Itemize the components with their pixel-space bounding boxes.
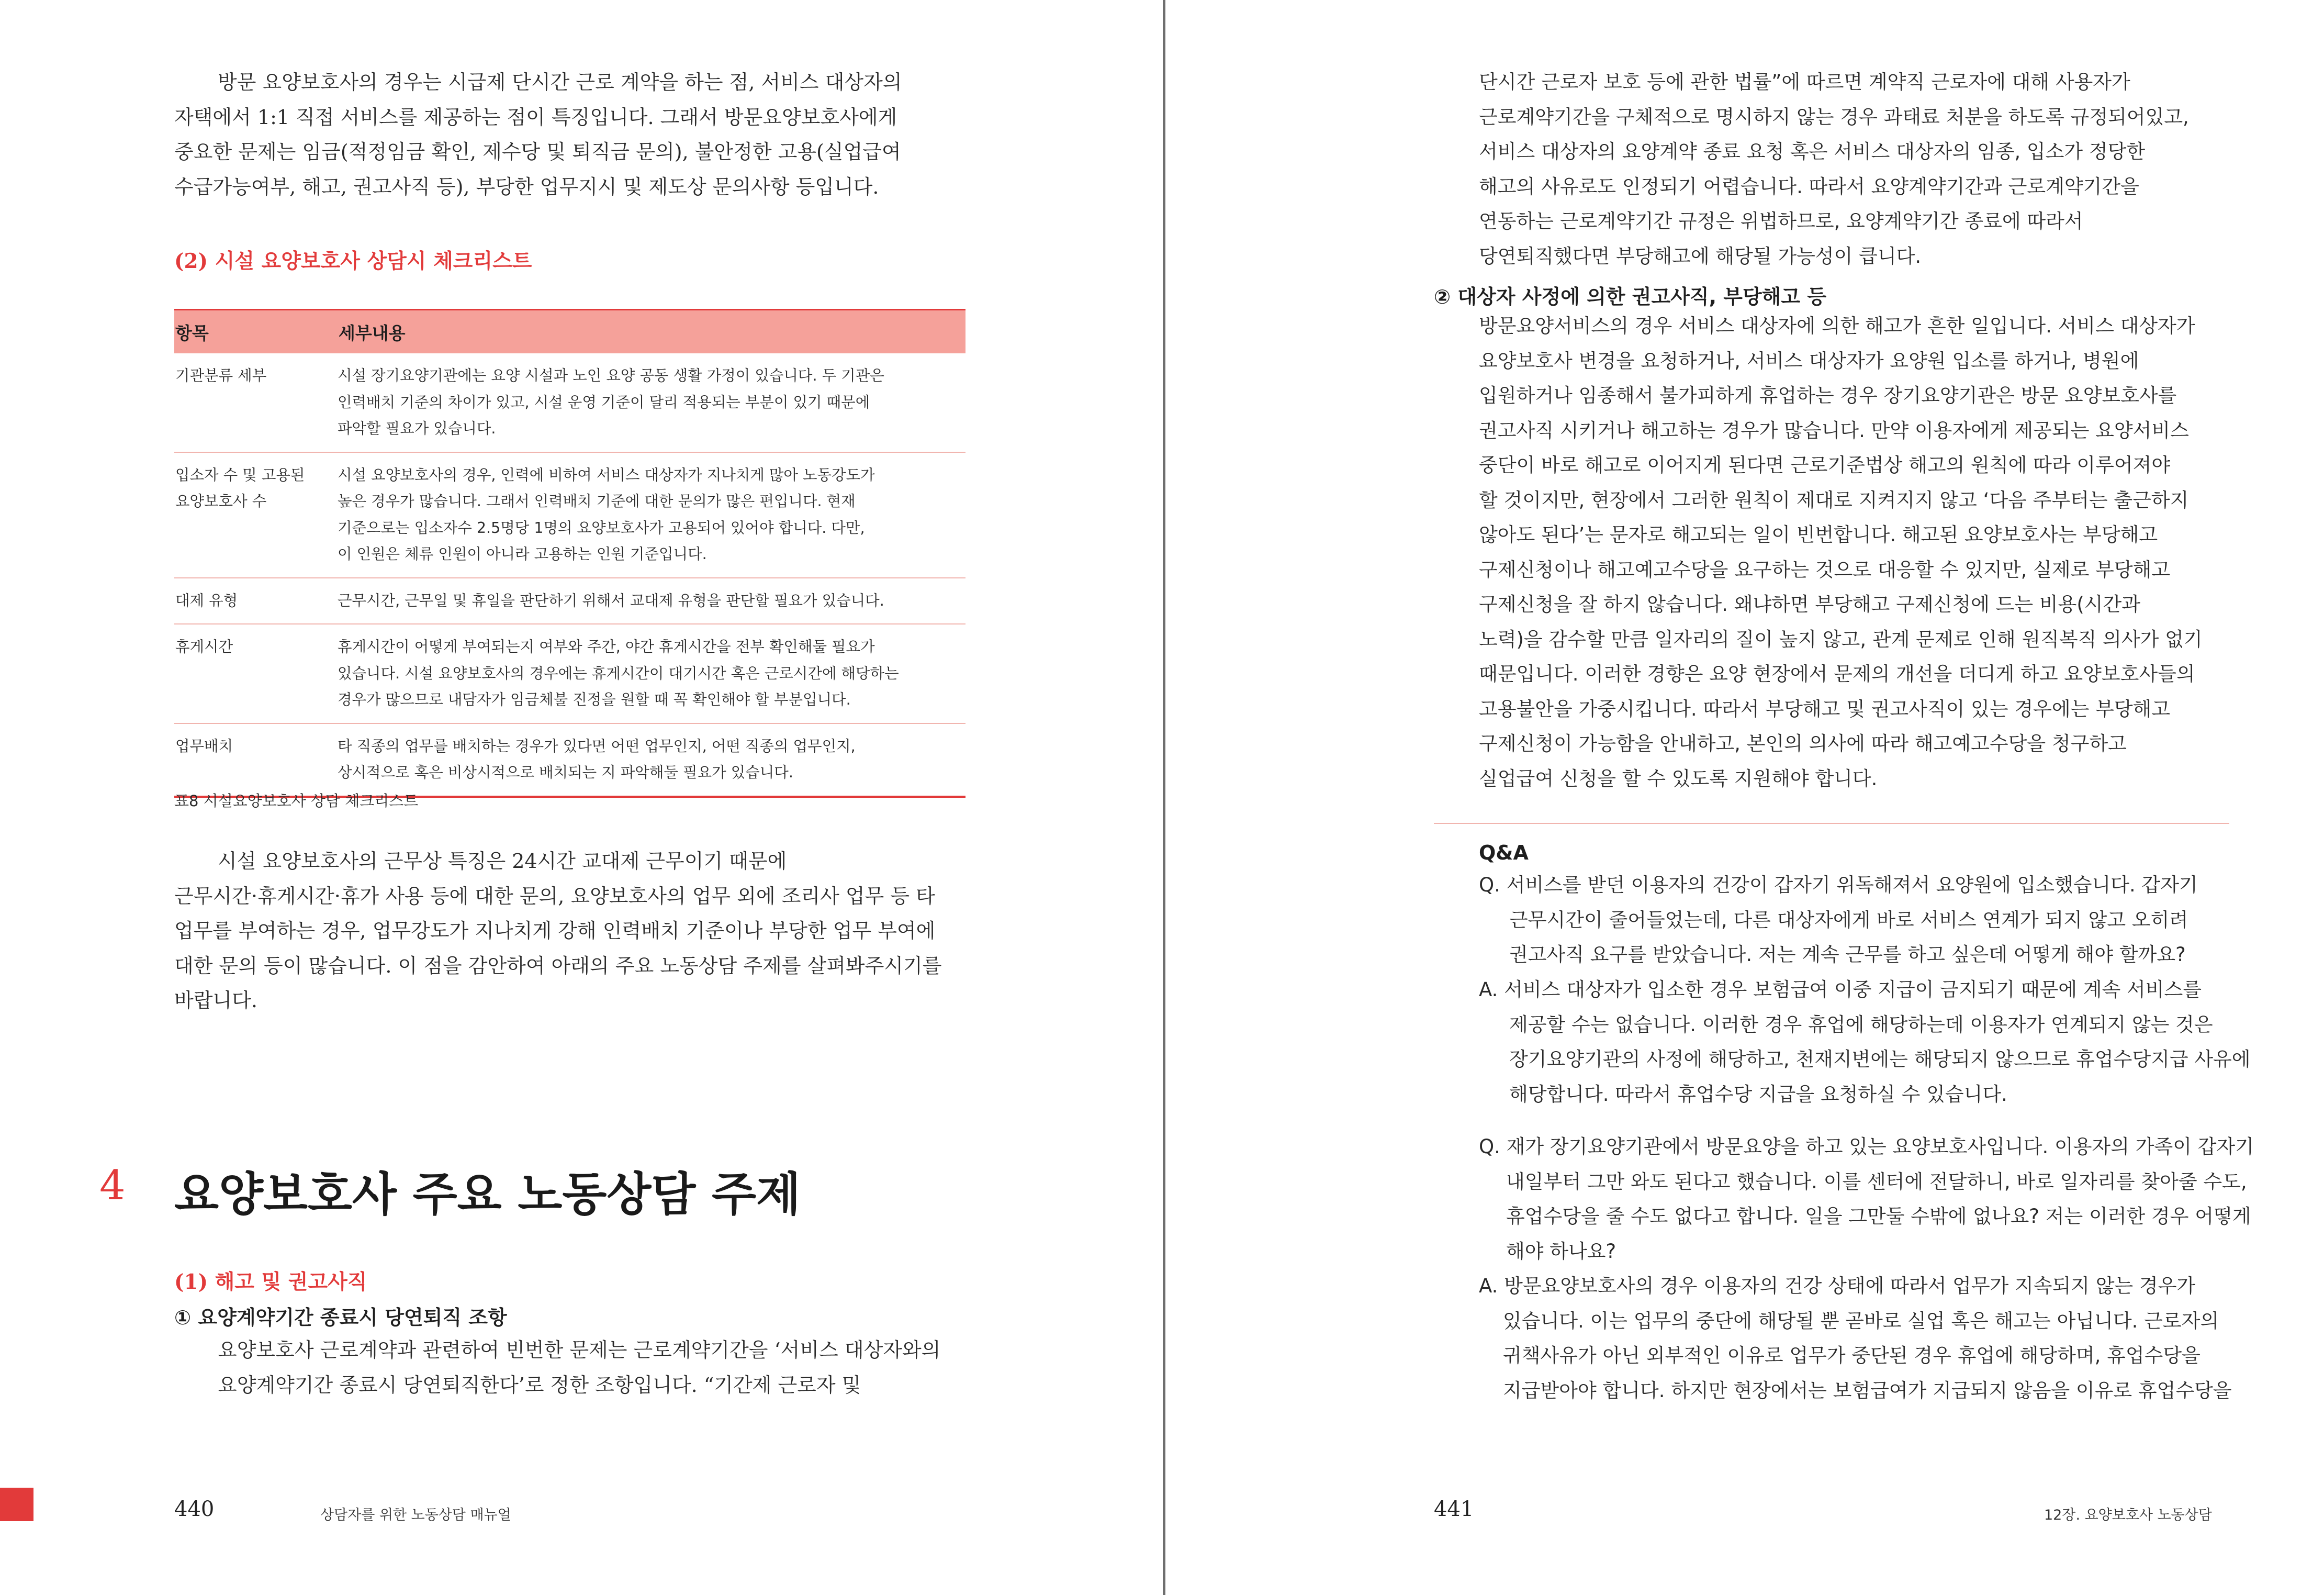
subsection1-heading: (1) 해고 및 권고사직 [174,1270,367,1294]
page-number-right: 441 [1434,1497,1474,1521]
running-head: 상담자를 위한 노동상담 매뉴얼 [320,1507,511,1523]
chapter-title: 요양보호사 주요 노동상담 주제 [174,1167,801,1221]
checklist-table [174,309,965,798]
qa2-answer: A. 방문요양보호사의 경우 이용자의 건강 상태에 따라서 업무가 지속되지 않는 경우가 있습니다. 이는 업무의 중단에 해당될 뿐 곧바로 실업 혹은 해고는 아닙니다. 근로자의 귀책사유가 아닌 외부적인 이유로 업무가 중단된 경우 휴업에 해당하며, 휴업수당을 지급받아야 합니다. 하지만 현장에서는 보험급여가 지급되지 않음을 이유로 휴업수당을 [1479,1275,2232,1402]
page-number: 440 [174,1497,215,1521]
item1-paragraph: 요양보호사 근로계약과 관련하여 빈번한 문제는 근로계약기간을 ‘서비스 대상자와의 요양계약기간 종료시 당연퇴직한다’로 정한 조항입니다. “기간제 근로자 및 [218,1339,941,1397]
table-header-detail: 세부내용 [338,310,965,354]
item1-heading: ① 요양계약기간 종료시 당연퇴직 조항 [174,1306,507,1329]
page-edge-tab [0,1488,33,1521]
qa1-answer: A. 서비스 대상자가 입소한 경우 보험급여 이중 지급이 금지되기 때문에 계속 서비스를 제공할 수는 없습니다. 이러한 경우 휴업에 해당하는데 이용자가 연계되지 않는 것은 장기요양기관의 사정에 해당하고, 천재지변에는 해당되지 않으므로 휴업수당지급 사유에 해당합니다. 따라서 휴업수당 지급을 요청하실 수 있습니다. [1479,978,2251,1106]
table-cell-item: 대제 유형 [174,578,338,624]
table-row [174,624,965,723]
item2-heading: ② 대상자 사정에 의한 권고사직, 부당해고 등 [1434,285,1827,308]
table-cell-detail: 타 직종의 업무를 배치하는 경우가 있다면 어떤 업무인지, 어떤 직종의 업무인지, 상시적으로 혹은 비상시적으로 배치되는 지 파악해둘 필요가 있습니다. [338,723,965,797]
table-row [174,723,965,797]
facility-paragraph: 시설 요양보호사의 근무상 특징은 24시간 교대제 근무이기 때문에 근무시간·휴게시간·휴가 사용 등에 대한 문의, 요양보호사의 업무 외에 조리사 업무 등 타 업무를 부여하는 경우, 업무강도가 지나치게 강해 인력배치 기준이나 부당한 업무 부여에 대한 문의 등이 많습니다. 이 점을 감안하여 아래의 주요 노동상담 주제를 살펴봐주시기를 바랍니다. [174,850,942,1012]
table-row [174,578,965,624]
book-spine [1163,0,1165,1595]
table-cell-detail: 근무시간, 근무일 및 휴일을 판단하기 위해서 교대제 유형을 판단할 필요가 있습니다. [338,578,965,624]
table-cell-item: 휴게시간 [174,624,338,723]
qa1-question: Q. 서비스를 받던 이용자의 건강이 갑자기 위독해져서 요양원에 입소했습니다. 갑자기 근무시간이 줄어들었는데, 다른 대상자에게 바로 서비스 연계가 되지 않고 오히려 권고사직 요구를 받았습니다. 저는 계속 근무를 하고 싶은데 어떻게 해야 할까요? [1479,874,2198,966]
table-row [174,452,965,578]
section2-heading: (2) 시설 요양보호사 상담시 체크리스트 [174,249,532,273]
chapter-number: 4 [99,1162,126,1209]
continuation-paragraph: 단시간 근로자 보호 등에 관한 법률”에 따르면 계약직 근로자에 대해 사용자가 근로계약기간을 구체적으로 명시하지 않는 경우 과태료 처분을 하도록 규정되어있고, 서비스 대상자의 요양계약 종료 요청 혹은 서비스 대상자의 임종, 입소가 정당한 해고의 사유로도 인정되기 어렵습니다. 따라서 요양계약기간과 근로계약기간을 연동하는 근로계약기간 규정은 위법하므로, 요양계약기간 종료에 따라서 당연퇴직했다면 부당해고에 해당될 가능성이 큽니다. [1479,71,2189,267]
qa-divider [1434,823,2229,824]
qa-title: Q&A [1479,841,1529,864]
table-cell-item: 입소자 수 및 고용된 요양보호사 수 [174,452,338,578]
table-header-item: 항목 [174,310,338,354]
table-cell-item: 업무배치 [174,723,338,797]
running-head-right: 12장. 요양보호사 노동상담 [2044,1507,2212,1523]
table-cell-detail: 시설 장기요양기관에는 요양 시설과 노인 요양 공동 생활 가정이 있습니다. 두 기관은 인력배치 기준의 차이가 있고, 시설 운영 기준이 달리 적용되는 부분이 있기 때문에 파악할 필요가 있습니다. [338,353,965,452]
table-caption: 표8 시설요양보호사 상담 체크리스트 [174,792,419,810]
table-cell-detail: 휴게시간이 어떻게 부여되는지 여부와 주간, 야간 휴게시간을 전부 확인해둘 필요가 있습니다. 시설 요양보호사의 경우에는 휴게시간이 대기시간 혹은 근로시간에 해당하는 경우가 많으므로 내담자가 임금체불 진정을 원할 때 꼭 확인해야 할 부분입니다. [338,624,965,723]
table-header-row [174,310,965,354]
qa2-question: Q. 재가 장기요양기관에서 방문요양을 하고 있는 요양보호사입니다. 이용자의 가족이 갑자기 내일부터 그만 와도 된다고 했습니다. 이를 센터에 전달하니, 바로 일자리를 찾아줄 수도, 휴업수당을 줄 수도 없다고 합니다. 일을 그만둘 수밖에 없나요? 저는 이러한 경우 어떻게 해야 하나요? [1479,1135,2254,1263]
item2-paragraph: 방문요양서비스의 경우 서비스 대상자에 의한 해고가 흔한 일입니다. 서비스 대상자가 요양보호사 변경을 요청하거나, 서비스 대상자가 요양원 입소를 하거나, 병원에 입원하거나 임종해서 불가피하게 휴업하는 경우 장기요양기관은 방문 요양보호사를 권고사직 시키거나 해고하는 경우가 많습니다. 만약 이용자에게 제공되는 요양서비스 중단이 바로 해고로 이어지게 된다면 근로기준법상 해고의 원칙에 따라 이루어져야 할 것이지만, 현장에서 그러한 원칙이 제대로 지켜지지 않고 ‘다음 주부터는 출근하지 않아도 된다’는 문자로 해고되는 일이 빈번합니다. 해고된 요양보호사는 부당해고 구제신청이나 해고예고수당을 요구하는 것으로 대응할 수 있지만, 실제로 부당해고 구제신청을 잘 하지 않습니다. 왜냐하면 부당해고 구제신청에 드는 비용(시간과 노력)을 감수할 만큼 일자리의 질이 높지 않고, 관계 문제로 인해 원직복직 의사가 없기 때문입니다. 이러한 경향은 요양 현장에서 문제의 개선을 더디게 하고 요양보호사들의 고용불안을 가중시킵니다. 따라서 부당해고 및 권고사직이 있는 경우에는 부당해고 구제신청이 가능함을 안내하고, 본인의 의사에 따라 해고예고수당을 청구하고 실업급여 신청을 할 수 있도록 지원해야 합니다. [1479,315,2203,790]
table-cell-item: 기관분류 세부 [174,353,338,452]
table-row [174,353,965,452]
intro-paragraph: 방문 요양보호사의 경우는 시급제 단시간 근로 계약을 하는 점, 서비스 대상자의 자택에서 1:1 직접 서비스를 제공하는 점이 특징입니다. 그래서 방문요양보호사에게 중요한 문제는 임금(적정임금 확인, 제수당 및 퇴직금 문의), 불안정한 고용(실업급여 수급가능여부, 해고, 권고사직 등), 부당한 업무지시 및 제도상 문의사항 등입니다. [174,71,902,198]
table-cell-detail: 시설 요양보호사의 경우, 인력에 비하여 서비스 대상자가 지나치게 많아 노동강도가 높은 경우가 많습니다. 그래서 인력배치 기준에 대한 문의가 많은 편입니다. 현재 기준으로는 입소자수 2.5명당 1명의 요양보호사가 고용되어 있어야 합니다. 다만, 이 인원은 체류 인원이 아니라 고용하는 인원 기준입니다. [338,452,965,578]
